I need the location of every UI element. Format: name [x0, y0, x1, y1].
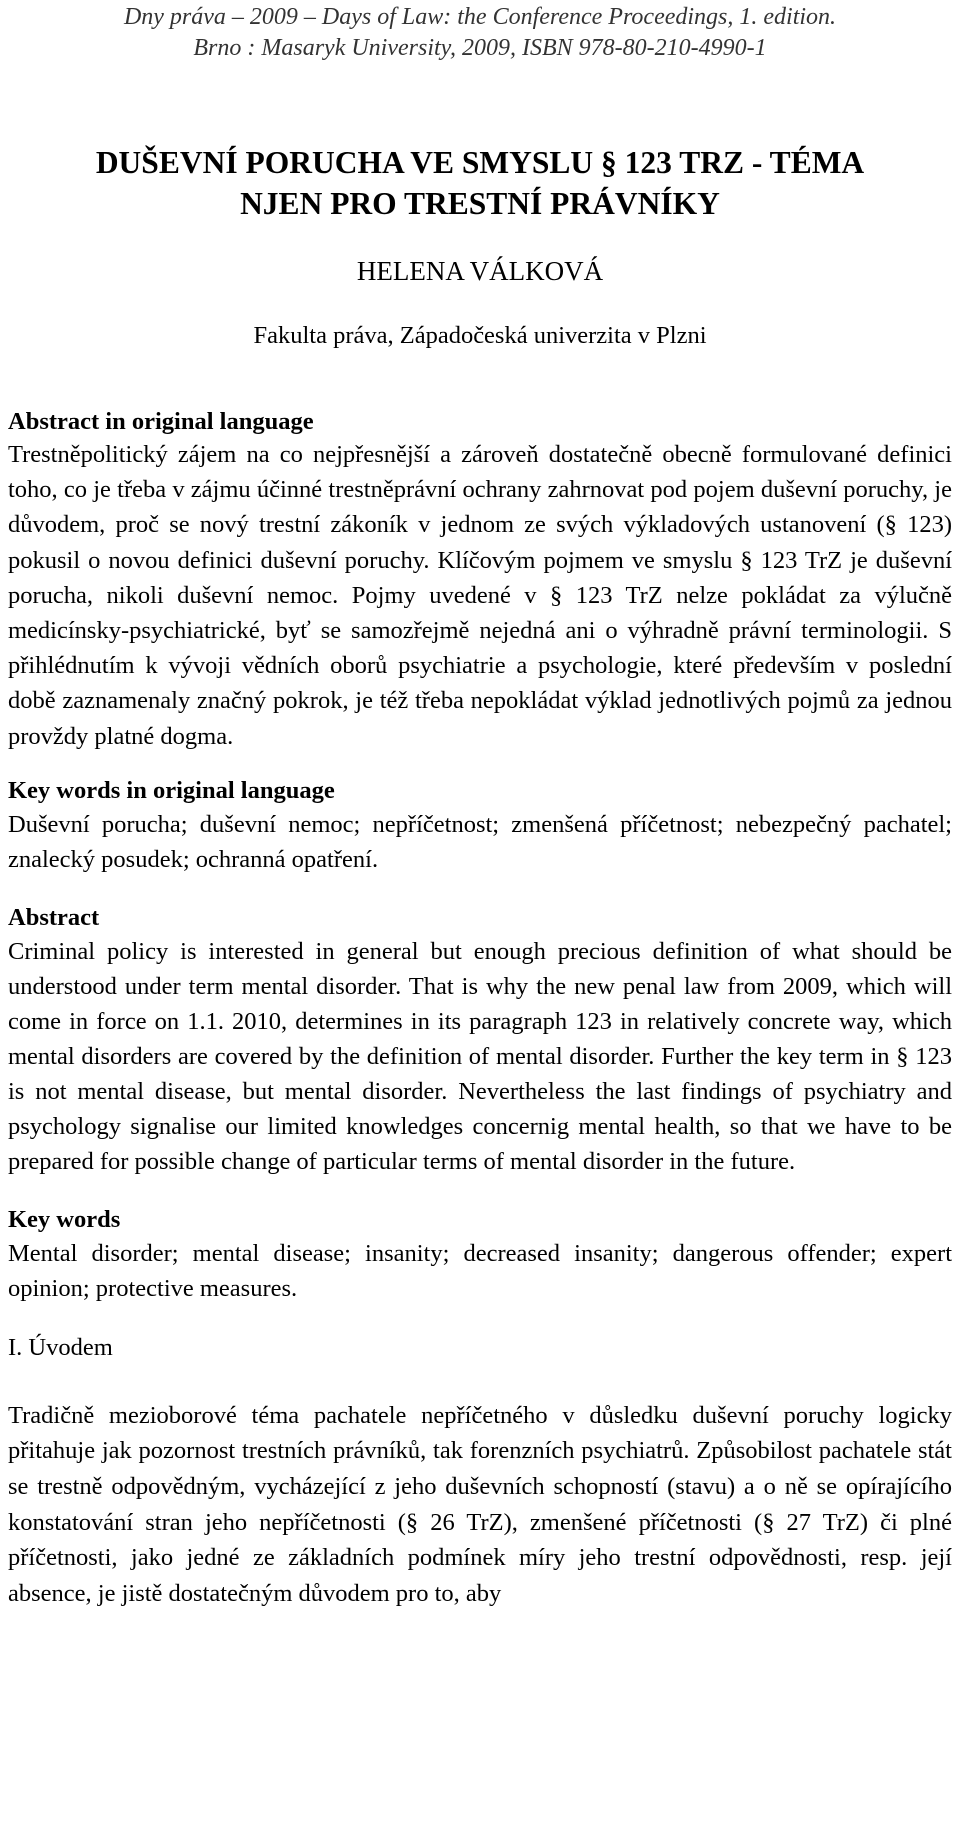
- title-line-1: DUŠEVNÍ PORUCHA VE SMYSLU § 123 TRZ - TÉMA: [95, 145, 865, 180]
- author-name: HELENA VÁLKOVÁ: [356, 256, 604, 286]
- abstract-original-heading: Abstract in original language: [8, 408, 314, 435]
- abstract-original-section: [8, 407, 952, 754]
- intro-heading: I. Úvodem: [8, 1333, 113, 1361]
- paper-title: [8, 142, 952, 224]
- keywords-original-section: [8, 774, 952, 877]
- title-line-2: NJEN PRO TRESTNÍ PRÁVNÍKY: [240, 186, 720, 221]
- intro-text: Tradičně mezioborové téma pachatele nepříčetného v důsledku duševní poruchy logicky přitahuje jak pozornost trestních právníků, tak forenzních psychiatrů. Způsobilost pachatele stát se trestně odpovědným, vycházející z jeho duševních schopností (stavu) a o ně se opírajícího konstatování stran jeho nepříčetnosti (§ 26 TrZ), zmenšené příčetnosti (§ 27 TrZ) či plné příčetnosti, jako jedné ze základních podmínek míry jeho trestní odpovědnosti, resp. její absence, je jistě dostatečným důvodem pro to, aby: [8, 1401, 952, 1607]
- intro-section: [8, 1398, 952, 1612]
- abstract-en-section: [8, 901, 952, 1179]
- keywords-en-heading: Key words: [8, 1205, 121, 1233]
- header-line-1: Dny práva – 2009 – Days of Law: the Conference Proceedings, 1. edition.: [123, 4, 837, 30]
- abstract-original-text: Trestněpolitický zájem na co nejpřesnější a zároveň dostatečně obecně formulované definici toho, co je třeba v zájmu účinné trestněprávní ochrany zahrnovat pod pojem duševní poruchy, je důvodem, proč se nový trestní zákoník v jednom ze svých výkladových ustanovení (§ 123) pokusil o novou definici duševní poruchy. Klíčovým pojmem ve smyslu § 123 TrZ je duševní porucha, nikoli duševní nemoc. Pojmy uvedené v § 123 TrZ nelze pokládat za výlučně medicínsky-psychiatrické, byť se samozřejmě nejedná ani o výhradně právní terminologii. S přihlédnutím k vývoji vědních oborů psychiatrie a psychologie, které především v poslední době zaznamenaly značný pokrok, je též třeba nepokládat výklad jednotlivých pojmů za jednou provždy platné dogma.: [8, 441, 952, 750]
- header-line-2: Brno : Masaryk University, 2009, ISBN 978-80-210-4990-1: [193, 35, 767, 61]
- running-header: [8, 0, 952, 64]
- keywords-original-text: Duševní porucha; duševní nemoc; nepříčetnost; zmenšená příčetnost; nebezpečný pachatel; znalecký posudek; ochranná opatření.: [8, 810, 952, 873]
- keywords-en-section: [8, 1203, 952, 1306]
- keywords-original-heading: Key words in original language: [8, 776, 335, 804]
- abstract-en-text: Criminal policy is interested in general but enough precious definition of what should be understood under term mental disorder. That is why the new penal law from 2009, which will come in force on 1.1. 2010, determines in its paragraph 123 in relatively concrete way, which mental disorders are covered by the definition of mental disorder. Further the key term in § 123 is not mental disease, but mental disorder. Nevertheless the last findings of psychiatry and psychology signalise our limited knowledges concernig mental health, so that we have to be prepared for possible change of particular terms of mental disorder in the future.: [8, 937, 952, 1175]
- keywords-en-text: Mental disorder; mental disease; insanity; decreased insanity; dangerous offender; expert opinion; protective measures.: [8, 1239, 952, 1302]
- author-affiliation: Fakulta práva, Západočeská univerzita v Plzni: [253, 322, 707, 349]
- abstract-en-heading: Abstract: [8, 903, 100, 931]
